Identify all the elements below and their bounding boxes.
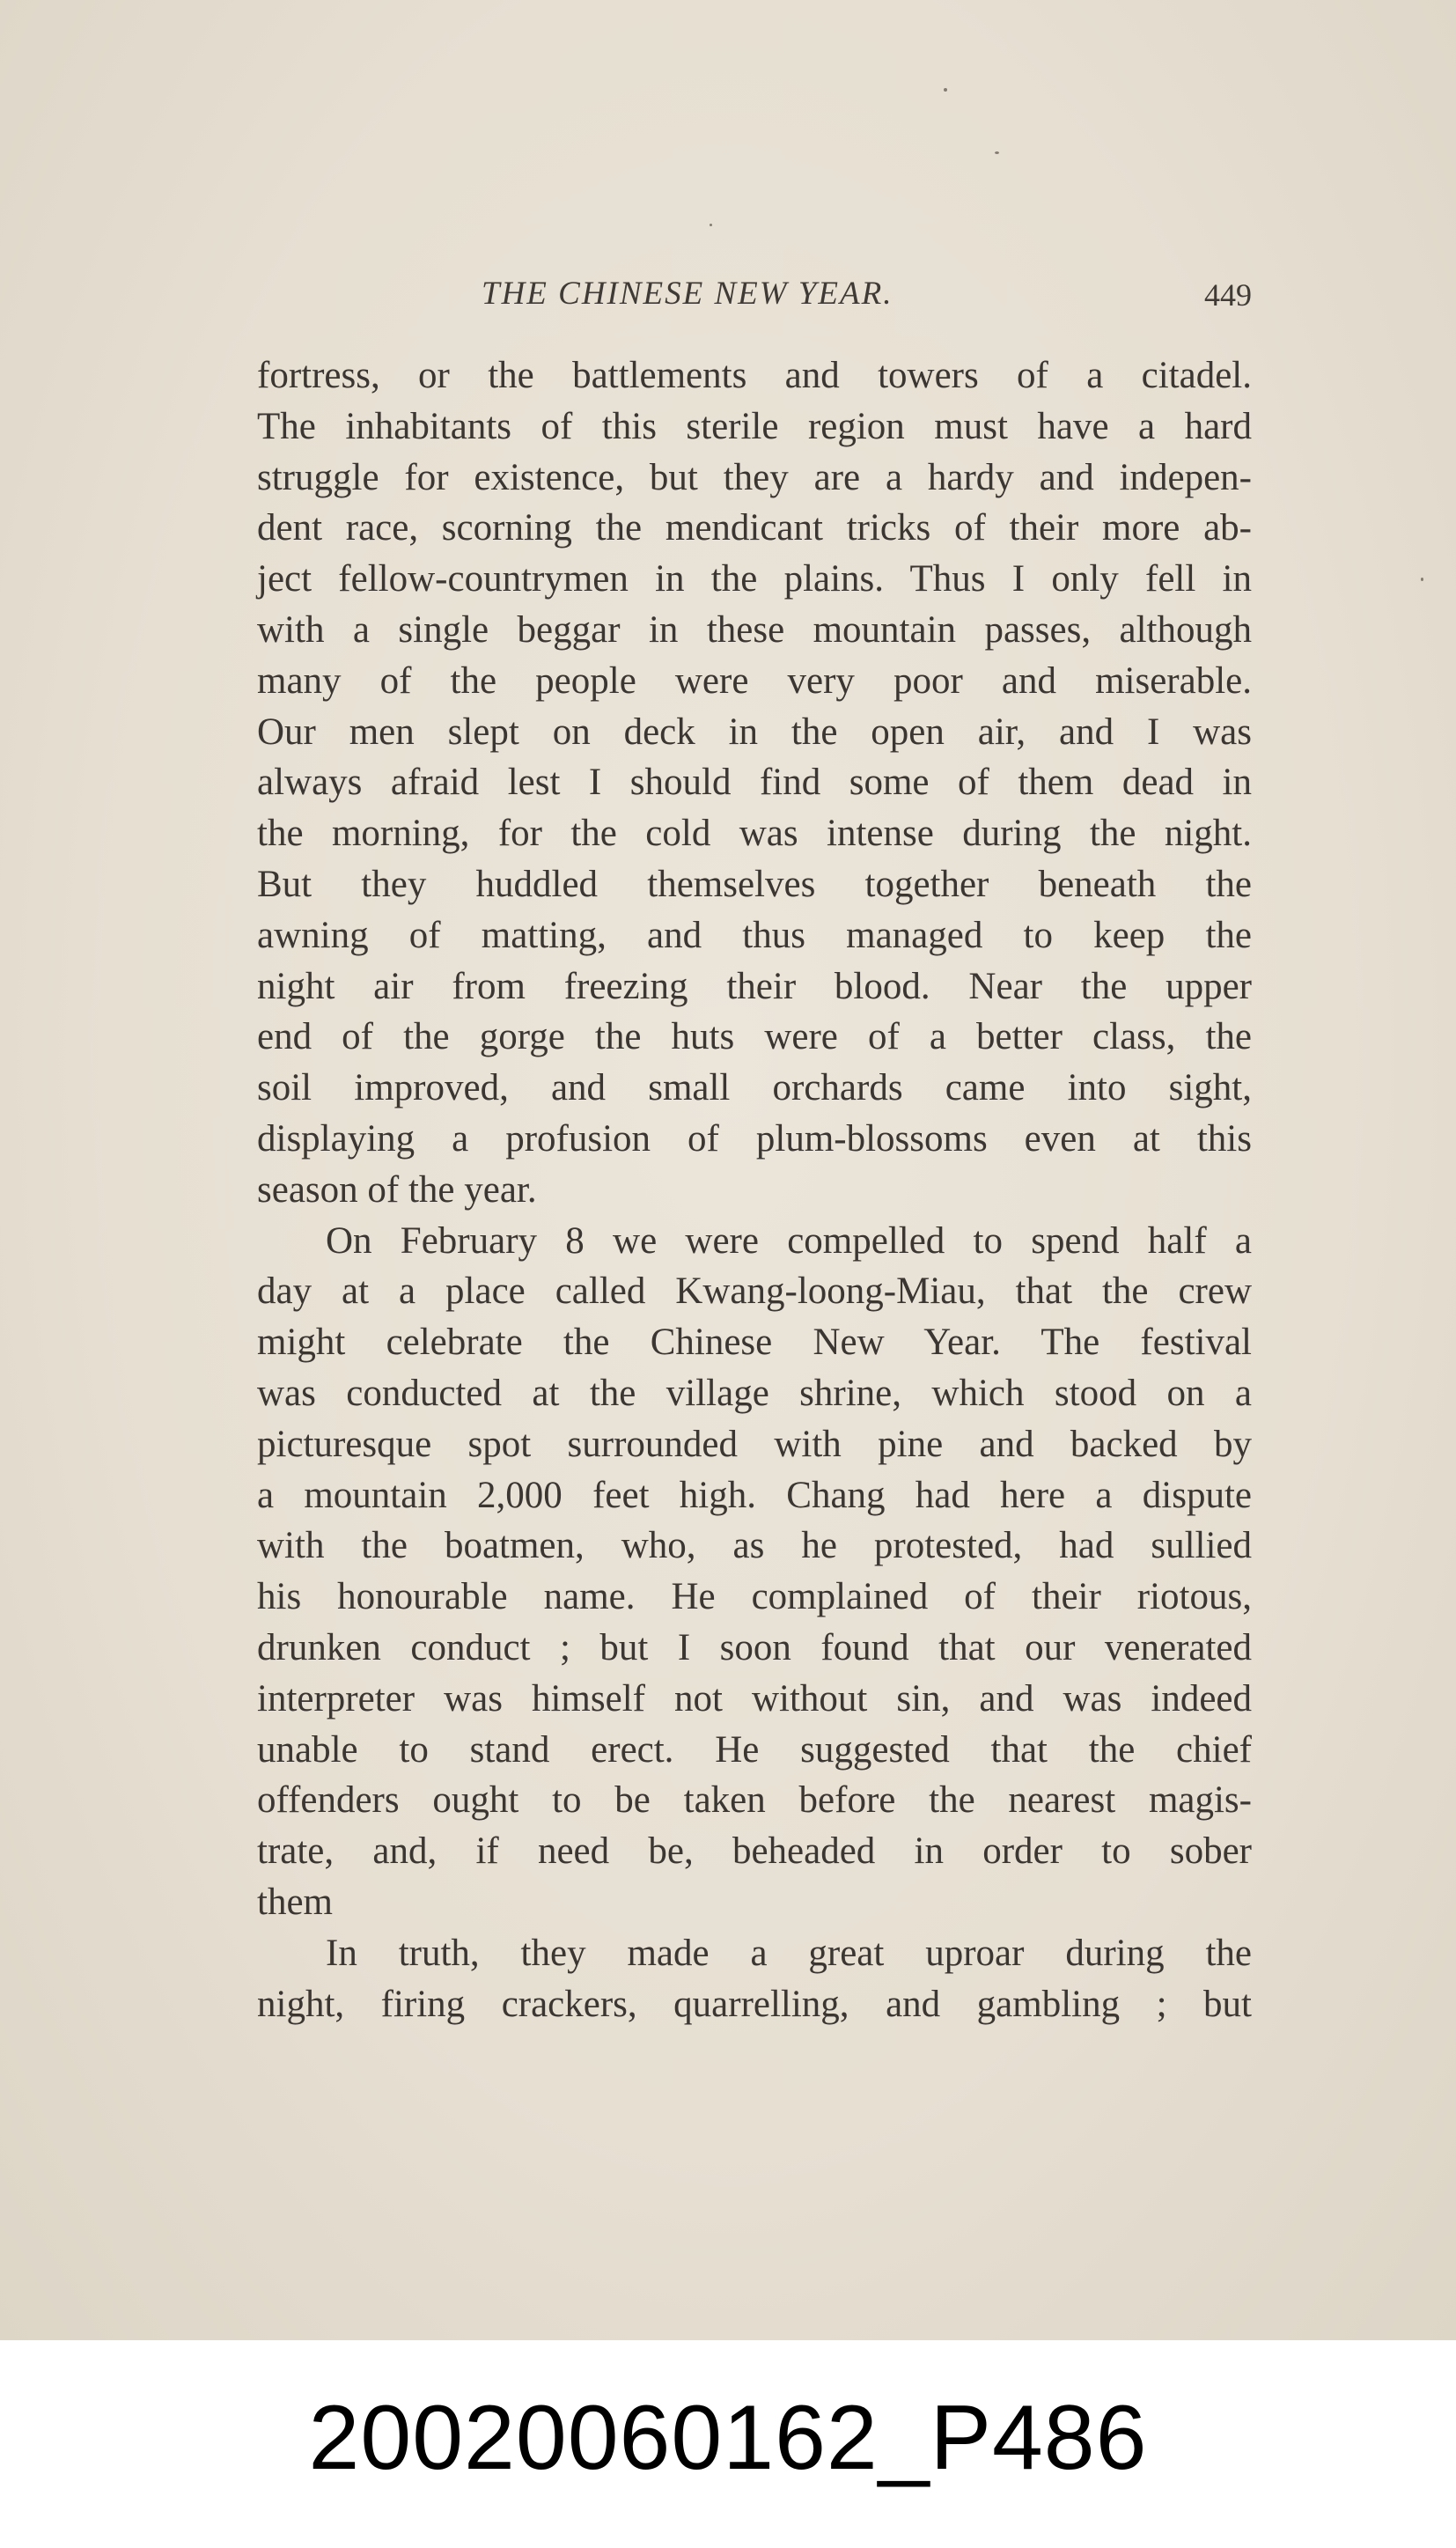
text-line: them xyxy=(257,1881,333,1923)
paragraph xyxy=(257,1928,1252,2030)
text-line: with the boatmen, who, as he protested, had sullied xyxy=(257,1525,1252,1567)
text-line: day at a place called Kwang-loong-Miau, that the crew xyxy=(257,1270,1252,1313)
text-line: night, firing crackers, quarrelling, and gambling ; but xyxy=(257,1983,1252,2025)
text-line: his honourable name. He complained of their riotous, xyxy=(257,1576,1252,1618)
image-identifier: 20020060162_P486 xyxy=(308,2387,1148,2489)
text-line: But they huddled themselves together beneath the xyxy=(257,863,1252,905)
text-line: ject fellow-countrymen in the plains. Thus I only fell in xyxy=(257,558,1252,600)
text-line: interpreter was himself not without sin, and was indeed xyxy=(257,1677,1252,1720)
ink-speck xyxy=(710,224,712,226)
text-line: soil improved, and small orchards came into sight, xyxy=(257,1067,1252,1109)
text-line: was conducted at the village shrine, which stood on a xyxy=(257,1372,1252,1414)
text-line: dent race, scorning the mendicant tricks of their more ab- xyxy=(257,507,1252,549)
text-line: season of the year. xyxy=(257,1168,537,1211)
text-line: On February 8 we were compelled to spend half a xyxy=(326,1219,1252,1262)
ink-speck xyxy=(944,88,947,92)
text-line: a mountain 2,000 feet high. Chang had here a dispute xyxy=(257,1474,1252,1516)
text-line: picturesque spot surrounded with pine and backed by xyxy=(257,1423,1252,1465)
text-line: might celebrate the Chinese New Year. The festival xyxy=(257,1322,1252,1364)
text-line: The inhabitants of this sterile region must have a hard xyxy=(257,405,1252,447)
body-text xyxy=(257,350,1252,2029)
text-line: always afraid lest I should find some of them dead in xyxy=(257,762,1252,804)
running-title: THE CHINESE NEW YEAR. xyxy=(482,276,893,312)
ink-speck xyxy=(995,151,999,154)
running-head xyxy=(257,275,1252,319)
text-line: with a single beggar in these mountain passes, although xyxy=(257,608,1252,651)
ink-speck xyxy=(1421,578,1423,581)
text-line: end of the gorge the huts were of a better class, the xyxy=(257,1016,1252,1058)
paragraph xyxy=(257,350,1252,1216)
page-number: 449 xyxy=(1204,277,1252,313)
text-line: many of the people were very poor and miserable. xyxy=(257,659,1252,702)
text-line: unable to stand erect. He suggested that the chief xyxy=(257,1728,1252,1771)
text-line: the morning, for the cold was intense during the night. xyxy=(257,813,1252,855)
paragraph xyxy=(257,1216,1252,1928)
text-line: drunken conduct ; but I soon found that our venerated xyxy=(257,1626,1252,1668)
text-line: offenders ought to be taken before the nearest magis- xyxy=(257,1779,1252,1822)
text-line: fortress, or the battlements and towers of a citadel. xyxy=(257,355,1252,396)
text-line: struggle for existence, but they are a hardy and indepen- xyxy=(257,456,1252,498)
text-line: trate, and, if need be, beheaded in order to sober xyxy=(257,1830,1252,1873)
text-line: displaying a profusion of plum-blossoms even at this xyxy=(257,1117,1252,1160)
text-line: In truth, they made a great uproar during the xyxy=(326,1932,1252,1974)
text-line: night air from freezing their blood. Near the upper xyxy=(257,965,1252,1007)
text-line: Our men slept on deck in the open air, and I was xyxy=(257,711,1252,753)
text-line: awning of matting, and thus managed to keep the xyxy=(257,914,1252,956)
